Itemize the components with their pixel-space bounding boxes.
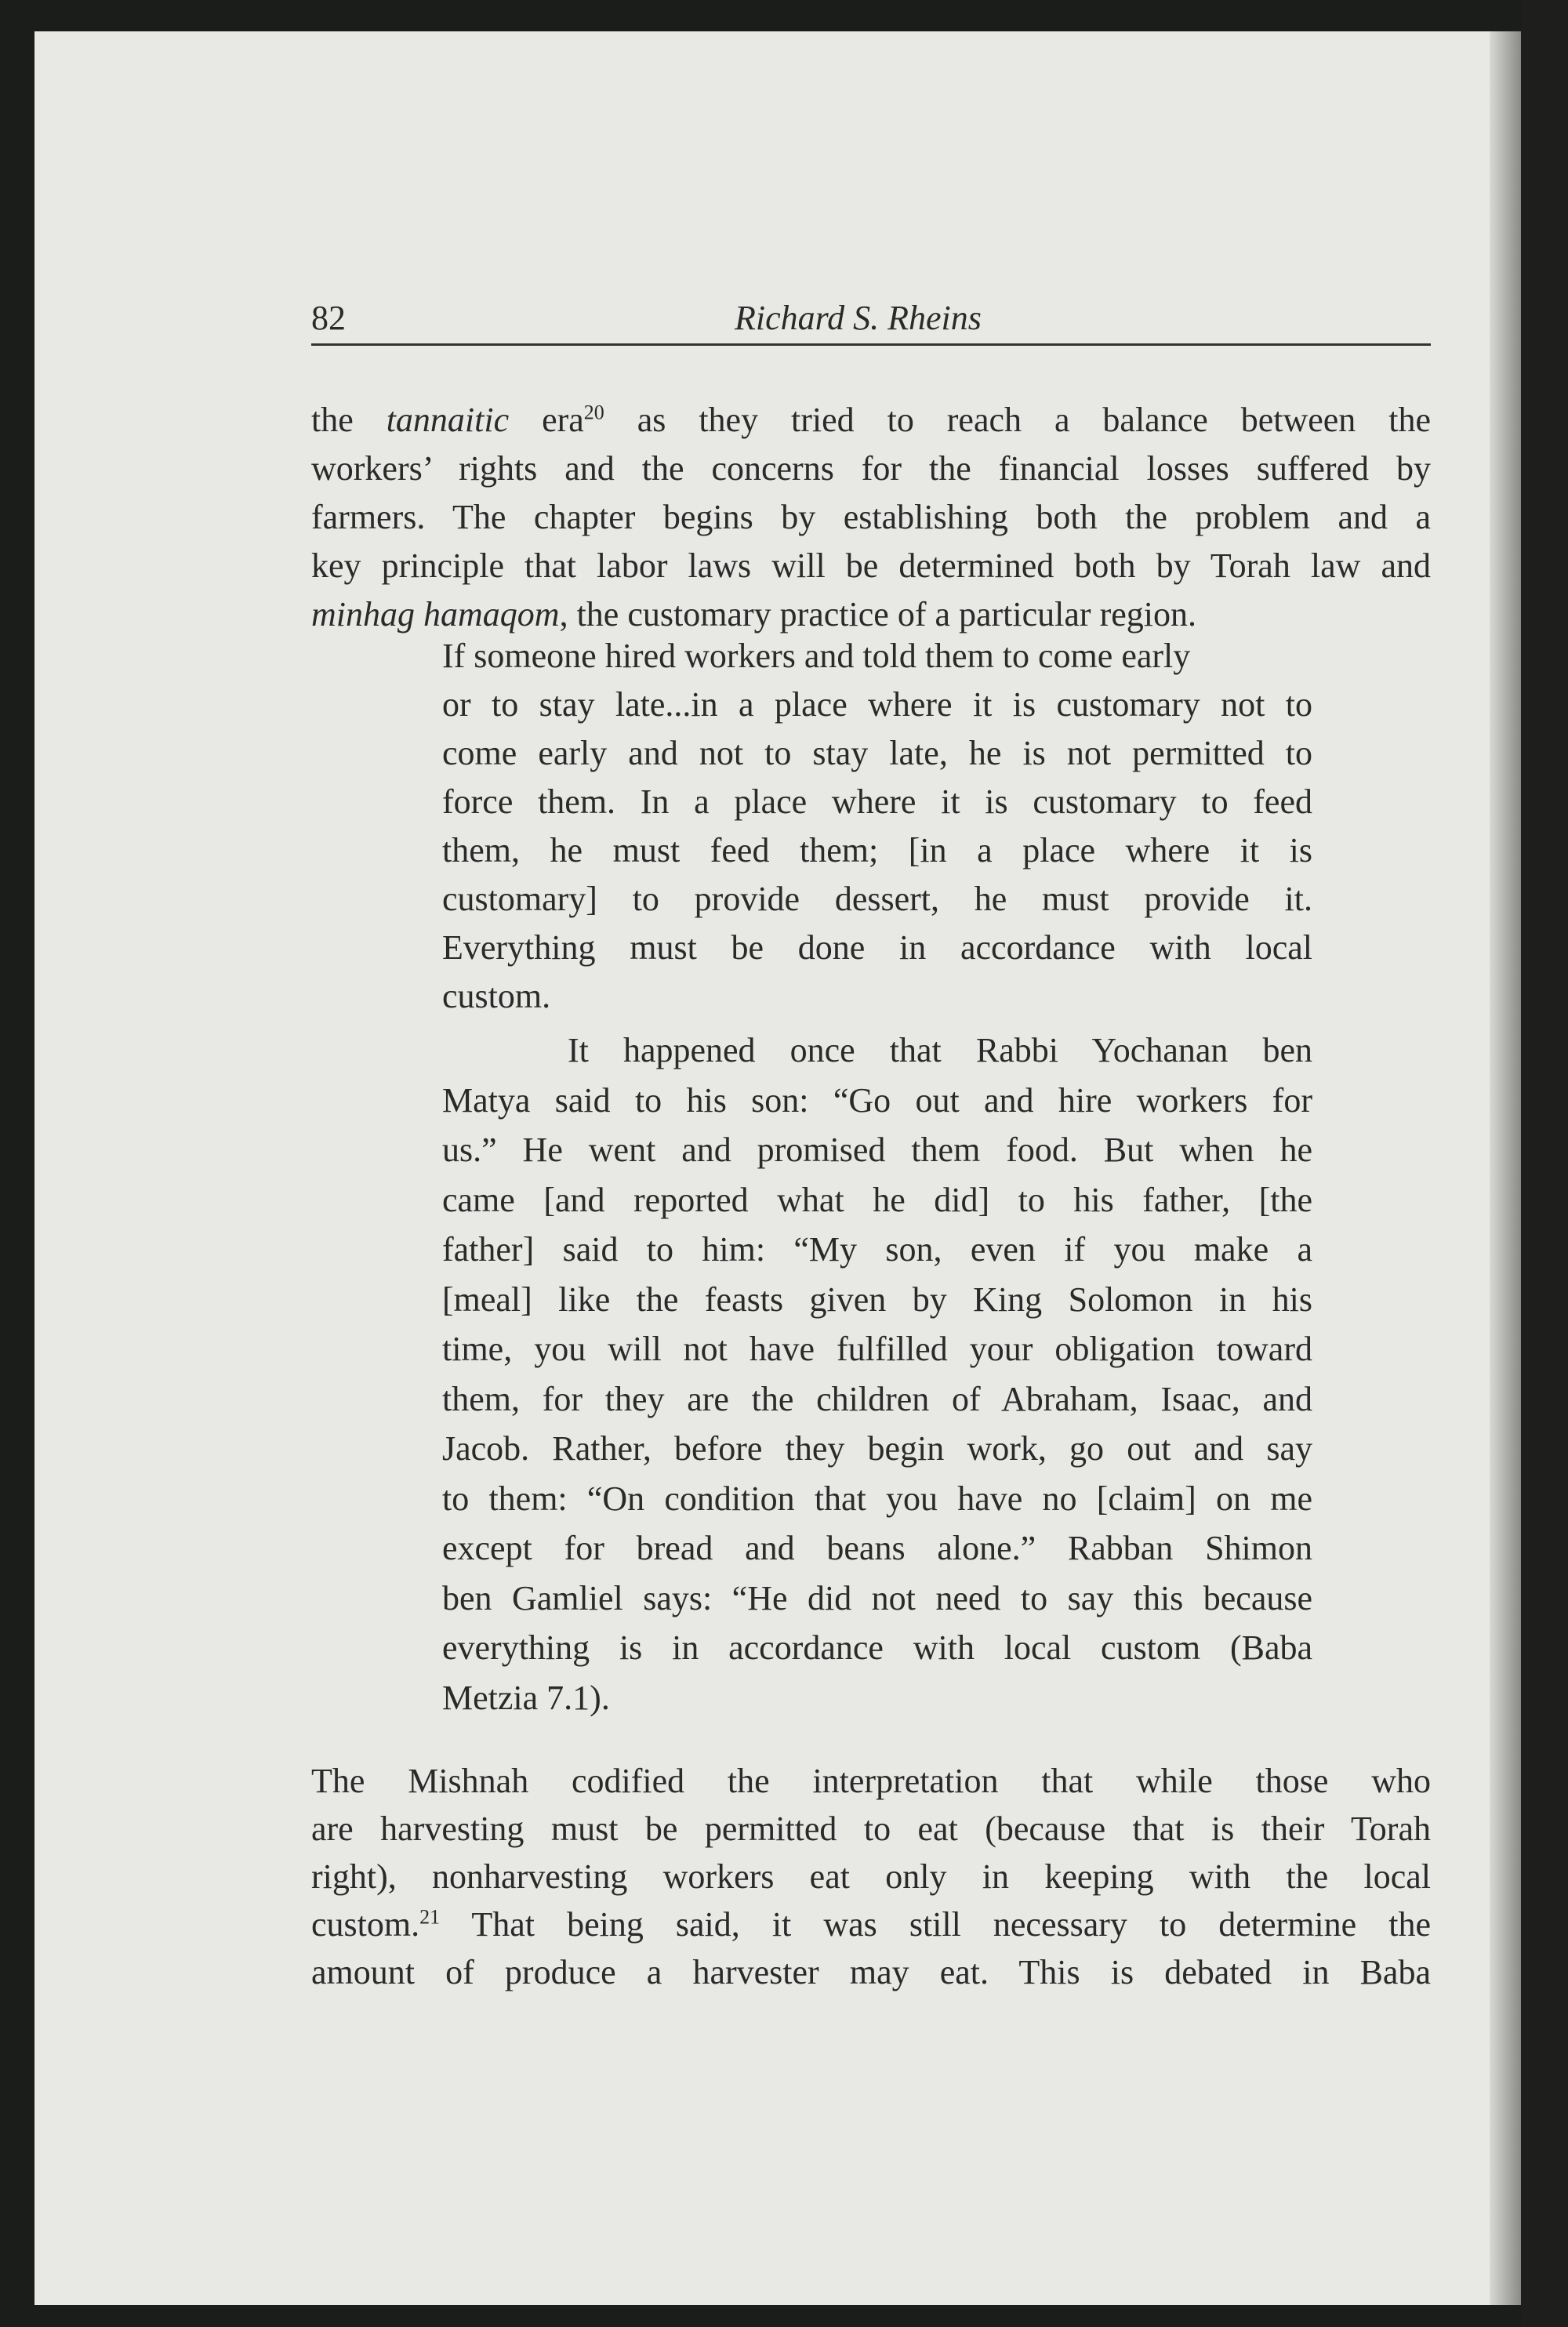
text-line: everything is in accordance with local custom (Baba — [442, 1628, 1312, 1667]
text-line: father] said to him: “My son, even if you make a — [442, 1230, 1312, 1269]
text-line: time, you will not have fulfilled your obligation toward — [442, 1330, 1312, 1368]
text-line: or to stay late...in a place where it is customary not to — [442, 685, 1312, 724]
footnote-ref: 21 — [419, 1905, 441, 1929]
text-line: us.” He went and promised them food. But when he — [442, 1131, 1312, 1169]
text-line: them, he must feed them; [in a place where it is — [442, 831, 1312, 869]
running-head: Richard S. Rheins — [735, 299, 982, 337]
text-line: minhag hamaqom, the customary practice of a particular region. — [311, 595, 1196, 633]
text-line: The Mishnah codified the interpretation that while those who — [311, 1762, 1431, 1800]
text-line: are harvesting must be permitted to eat (because that is their Torah — [311, 1810, 1431, 1848]
text-line: came [and reported what he did] to his father, [the — [442, 1180, 1312, 1219]
text-line: them, for they are the children of Abraham, Isaac, and — [442, 1379, 1312, 1418]
block-quote-2 — [442, 1026, 1312, 1723]
text-line: to them: “On condition that you have no [claim] on me — [442, 1479, 1312, 1518]
text-line: [meal] like the feasts given by King Solomon in his — [442, 1280, 1312, 1319]
text-line: except for bread and beans alone.” Rabban Shimon — [442, 1529, 1312, 1567]
page-number: 82 — [311, 299, 346, 337]
footnote-ref: 20 — [583, 401, 604, 424]
text-line: amount of produce a harvester may eat. This is debated in Baba — [311, 1953, 1431, 1991]
page-edge — [1490, 31, 1521, 2305]
paragraph-1 — [311, 396, 1431, 639]
text-line: force them. In a place where it is customary to feed — [442, 782, 1312, 821]
text-line: the tannaitic era$^{20}$ as they tried to reach a balance between the — [311, 401, 1431, 439]
text-line: If someone hired workers and told them to come early — [442, 637, 1191, 675]
text-line: farmers. The chapter begins by establishing both the problem and a — [311, 498, 1431, 536]
text-line: Metzia 7.1). — [442, 1678, 610, 1717]
text-line: It happened once that Rabbi Yochanan ben — [568, 1031, 1312, 1069]
text-line: custom. — [442, 977, 551, 1015]
text-line: key principle that labor laws will be determined both by Torah law and — [311, 546, 1431, 585]
block-quote-1 — [442, 632, 1312, 1021]
text-line: Everything must be done in accordance with local — [442, 928, 1312, 967]
text-line: right), nonharvesting workers eat only in keeping with the local — [311, 1857, 1431, 1896]
text-line: customary] to provide dessert, he must provide it. — [442, 880, 1312, 918]
text-line: ben Gamliel says: “He did not need to say this because — [442, 1578, 1312, 1617]
text-line: Matya said to his son: “Go out and hire workers for — [442, 1080, 1312, 1120]
text-line: custom.$^{21}$ That being said, it was still necessary to determine the — [311, 1905, 1431, 1944]
text-line: Jacob. Rather, before they begin work, go out and say — [442, 1429, 1312, 1468]
book-spine — [1521, 0, 1568, 2327]
text-line: come early and not to stay late, he is not permitted to — [442, 734, 1312, 772]
page-header — [311, 298, 1431, 346]
paragraph-2 — [311, 1757, 1431, 1996]
text-line: workers’ rights and the concerns for the financial losses suffered by — [311, 449, 1431, 488]
